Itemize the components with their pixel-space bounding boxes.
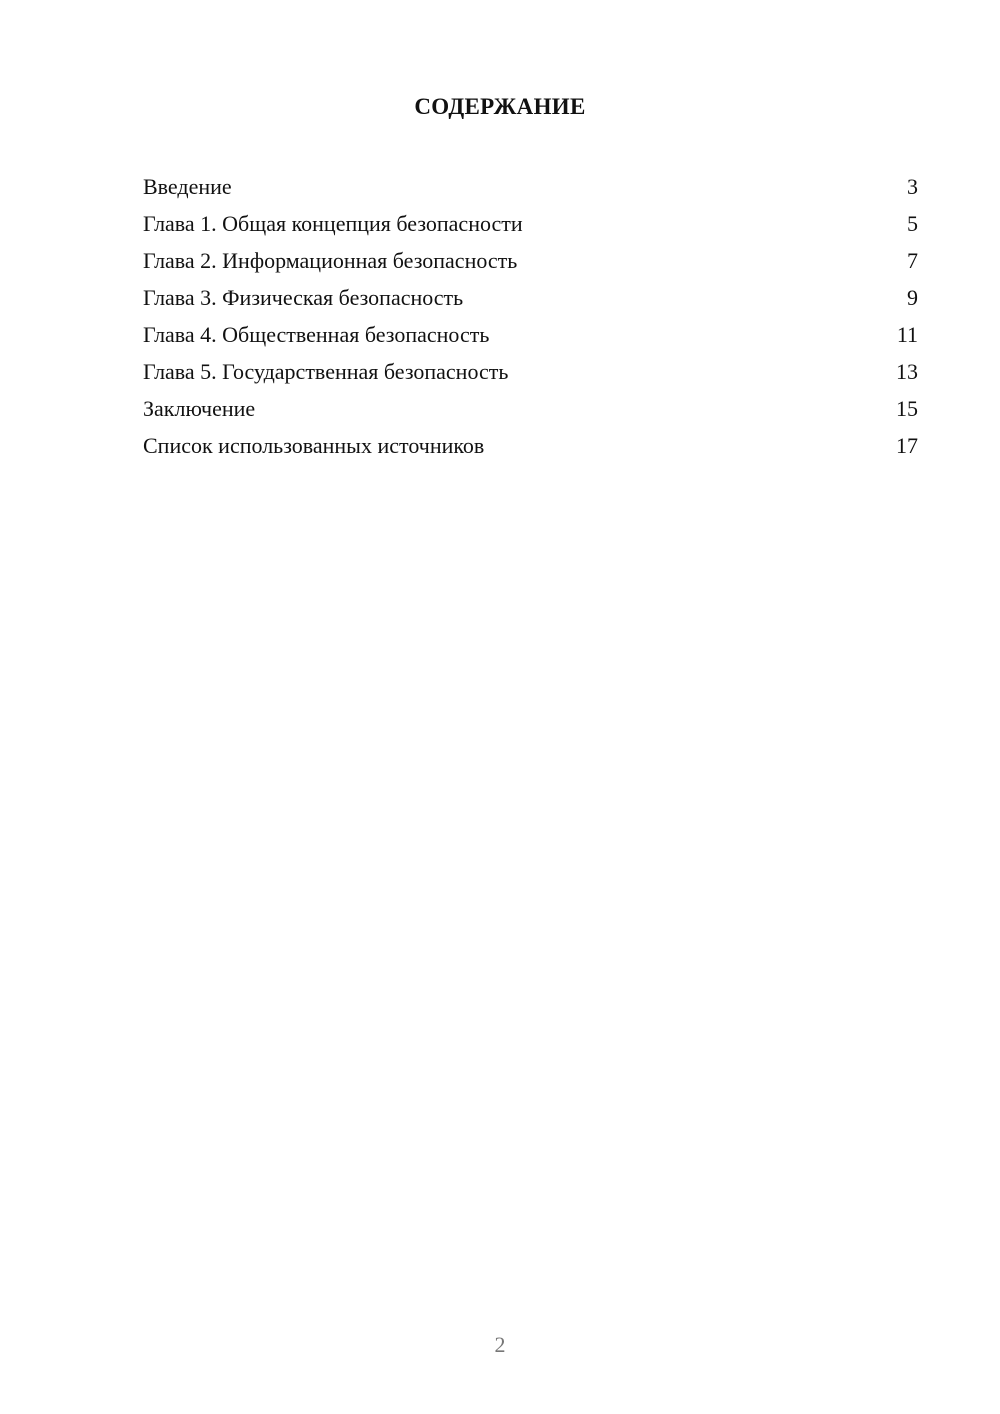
toc-entry-title: Глава 3. Физическая безопасность bbox=[143, 285, 464, 310]
toc-entry-chapter-3 bbox=[143, 279, 918, 316]
toc-entry-chapter-4 bbox=[143, 316, 918, 353]
toc-entry-title: Глава 5. Государственная безопасность bbox=[143, 359, 509, 384]
page-title: СОДЕРЖАНИЕ bbox=[414, 94, 586, 119]
toc-entry-title: Список использованных источников bbox=[143, 433, 485, 458]
toc-entry-title: Глава 2. Информационная безопасность bbox=[143, 248, 518, 273]
toc-entry-chapter-1 bbox=[143, 205, 918, 242]
toc-entry-page: 15 bbox=[896, 396, 918, 421]
toc-entry-page: 11 bbox=[896, 322, 918, 347]
toc-entry-page: 5 bbox=[907, 211, 918, 236]
toc-entry-title: Введение bbox=[143, 174, 232, 199]
toc-entry-page: 7 bbox=[907, 248, 918, 273]
toc-entry-title: Глава 1. Общая концепция безопасности bbox=[143, 211, 523, 236]
toc-entry-chapter-5 bbox=[143, 353, 918, 390]
toc-entry-title: Глава 4. Общественная безопасность bbox=[143, 322, 490, 347]
page-number: 2 bbox=[494, 1332, 506, 1357]
toc-entry-page: 9 bbox=[907, 285, 918, 310]
toc-entry-references bbox=[143, 427, 918, 464]
toc-entry-title: Заключение bbox=[143, 396, 256, 421]
table-of-contents bbox=[143, 168, 918, 464]
toc-entry-page: 13 bbox=[896, 359, 918, 384]
toc-entry-introduction bbox=[143, 168, 918, 205]
toc-entry-chapter-2 bbox=[143, 242, 918, 279]
toc-entry-conclusion bbox=[143, 390, 918, 427]
toc-entry-page: 3 bbox=[907, 174, 918, 199]
toc-entry-page: 17 bbox=[896, 433, 918, 458]
